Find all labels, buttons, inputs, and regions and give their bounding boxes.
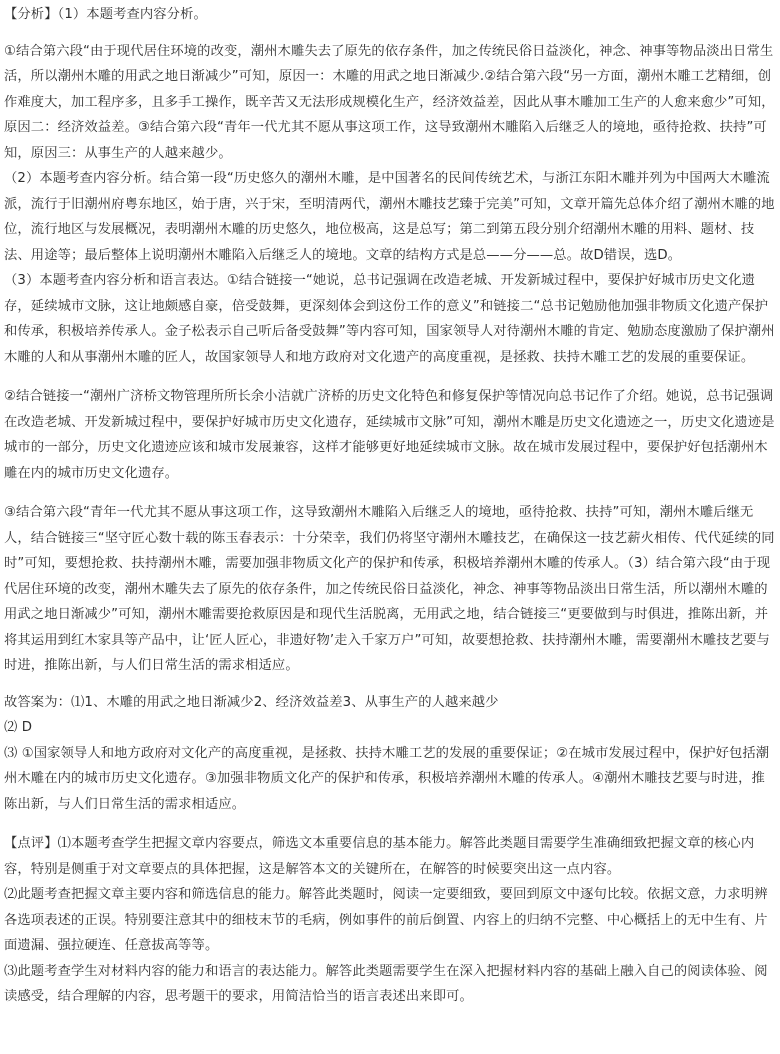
answer-line-1: 故答案为：⑴1、木雕的用武之地日渐减少2、经济效益差3、从事生产的人越来越少: [4, 694, 499, 710]
answer-line-3: ⑶ ①国家领导人和地方政府对文化产的高度重视，是拯救、扶持木雕工艺的发展的重要保证；②在城市发展过程中，保护好包括潮州木雕在内的城市历史文化遗存。③加强非物质文化产的保护和传承，积极培养潮州木雕的传承人。④潮州木雕技艺要与时进，推陈出新，与人们日常生活的需求相适应。: [4, 745, 770, 812]
comment-paragraph-3: ⑶此题考查学生对材料内容的能力和语言的表达能力。解答此类题需要学生在深入把握材料内容的基础上融入自己的阅读体验、阅读感受，结合理解的内容，思考题干的要求，用简洁恰当的语言表述出来即可。: [4, 963, 768, 1004]
comment-paragraph-2: ⑵此题考查把握文章主要内容和筛选信息的能力。解答此类题时，阅读一定要细致，要回到原文中逐句比较。依据文意，力求明辨各选项表述的正误。特别要注意其中的细枝末节的毛病，例如事件的前后倒置、内容上的归纳不完整、中心概括上的无中生有、片面遗漏、强拉硬连、任意拔高等等。: [4, 887, 768, 953]
analysis-paragraph-2: （2）本题考查内容分析。结合第一段“历史悠久的潮州木雕，是中国著名的民间传统艺术，与浙江东阳木雕并列为中国两大木雕流派，流行于旧潮州府粤东地区，始于唐，兴于宋，至明清两代，潮州木雕技艺臻于完美”可知，文章开篇先总体介绍了潮州木雕的地位，流行地区与发展概况，表明潮州木雕的历史悠久，地位极高，这是总写；第二到第五段分别介绍潮州木雕的用料、题材、技法、用途等；最后整体上说明潮州木雕陷入后继乏人的境地。文章的结构方式是总——分——总。故D错误，选D。: [4, 171, 775, 263]
analysis-header: 【分析】（1）本题考查内容分析。: [4, 7, 207, 22]
analysis-paragraph-5: ③结合第六段“青年一代尤其不愿从事这项工作，这导致潮州木雕陷入后继乏人的境地，亟待抢救、扶持”可知，潮州木雕后继无人，结合链接三“坚守匠心数十载的陈玉春表示：十分荣幸，我们仍将坚守潮州木雕技艺，在确保这一技艺薪火相传、代代延续的同时”可知，要想抢救、扶持潮州木雕，需要加强非物质文化产的保护和传承，积极培养潮州木雕的传承人。（3）结合第六段“由于现代居住环境的改变，潮州木雕失去了原先的依存条件，加之传统民俗日益淡化，神念、神事等物品淡出日常生活，所以潮州木雕的用武之地日渐减少”可知，潮州木雕需要抢救原因是和现代生活脱离，无用武之地，结合链接三“更要做到与时俱进，推陈出新，并将其运用到红木家具等产品中，让‘匠人匠心，非遗好物’走入千家万户”可知，故要想抢救、扶持潮州木雕，需要潮州木雕技艺要与时进，推陈出新，与人们日常生活的需求相适应。: [4, 505, 775, 673]
analysis-paragraph-4: ②结合链接一“潮州广济桥文物管理所所长余小洁就广济桥的历史文化特色和修复保护等情况向总书记作了介绍。她说，总书记强调在改造老城、开发新城过程中，要保护好城市历史文化遗存，延续城市文脉”可知，潮州木雕是历史文化遗迹之一，历史文化遗迹是城市的一部分，历史文化遗迹应该和城市发展兼容，这样才能够更好地延续城市文脉。故在城市发展过程中，要保护好包括潮州木雕在内的城市历史文化遗存。: [4, 389, 775, 481]
analysis-paragraph-3: （3）本题考查内容分析和语言表达。①结合链接一“她说，总书记强调在改造老城、开发新城过程中，要保护好城市历史文化遗存，延续城市文脉，这让地颇感自豪，倍受鼓舞，更深刻体会到这份工作的意义”和链接二“总书记勉励他加强非物质文化遗产保护和传承，积极培养传承人。金子松表示自己听后备受鼓舞”等内容可知，国家领导人对待潮州木雕的肯定、勉励态度激励了保护潮州木雕的人和从事潮州木雕的匠人，故国家领导人和地方政府对文化遗产的高度重视，是拯救、扶持木雕工艺的发展的重要保证。: [4, 273, 775, 365]
analysis-paragraph-1: ①结合第六段“由于现代居住环境的改变，潮州木雕失去了原先的依存条件，加之传统民俗日益淡化，神念、神事等物品淡出日常生活，所以潮州木雕的用武之地日渐减少”可知，原因一：木雕的用武之地日渐减少.②结合第六段“另一方面，潮州木雕工艺精细，创作难度大，加工程序多，且多手工操作，既辛苦又无法形成规模化生产，经济效益差，因此从事木雕加工生产的人愈来愈少”可知，原因二：经济效益差。③结合第六段“青年一代尤其不愿从事这项工作，这导致潮州木雕陷入后继乏人的境地，亟待抢救、扶持”可知，原因三：从事生产的人越来越少。: [4, 43, 775, 161]
answer-line-2: ⑵ D: [4, 720, 33, 735]
comment-paragraph-1: 【点评】⑴本题考查学生把握文章内容要点，筛选文本重要信息的基本能力。解答此类题目需要学生准确细致把握文章的核心内容，特别是侧重于对文章要点的具体把握，这是解答本文的关键所在，在解答的时候要突出这一点内容。: [4, 836, 755, 877]
